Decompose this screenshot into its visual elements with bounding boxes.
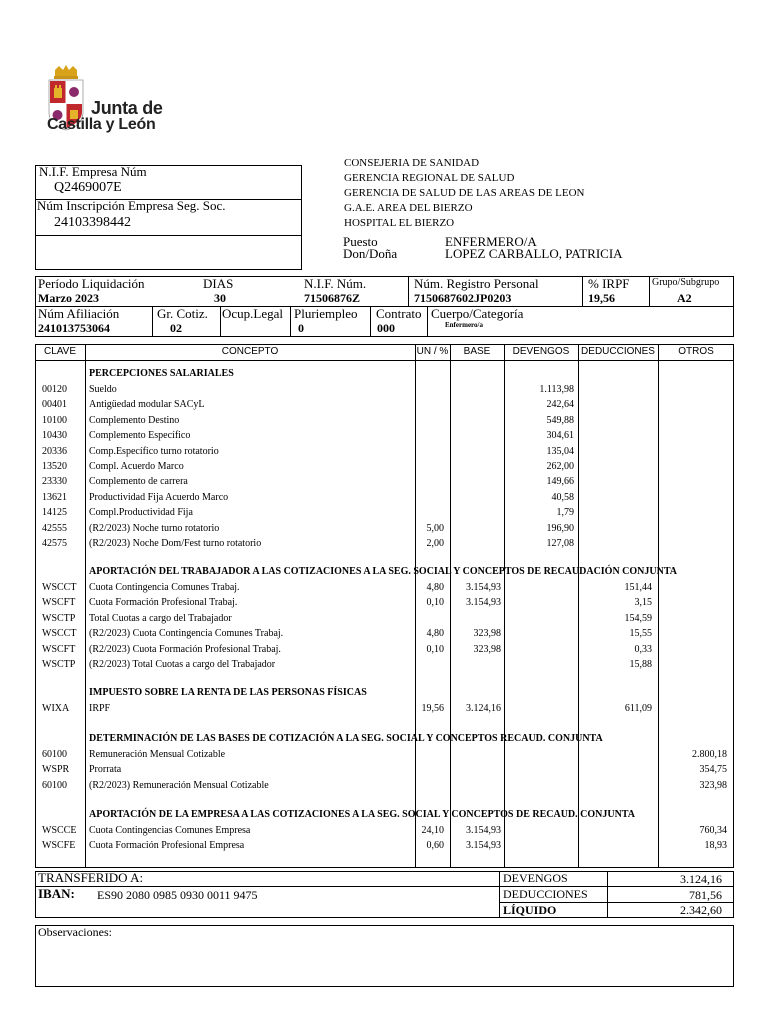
grcotiz-label: Gr. Cotiz. [157,306,208,321]
cell-otros: 18,93 [704,840,727,852]
table-row [37,521,734,536]
registro-label: Núm. Registro Personal [414,276,539,291]
cell-ded: 3,15 [634,597,652,609]
cell-base: 3.154,93 [466,597,501,609]
col-base: BASE [463,346,491,357]
org-line-1: CONSEJERIA DE SANIDAD [344,157,480,169]
table-row [37,459,734,474]
table-row [37,657,734,672]
cell-un: 24,10 [421,825,444,836]
cell-ded: 151,44 [624,582,652,593]
cell-concepto: Sueldo [89,384,117,395]
table-row [37,823,734,838]
table-row [37,397,734,412]
cell-clave: 10430 [42,430,67,442]
cell-clave: WSCFT [42,597,76,609]
cell-concepto: Complemento Específico [89,430,191,442]
afiliacion-label: Núm Afiliación [38,306,120,321]
cell-concepto: (R2/2023) Remuneración Mensual Cotizable [89,779,269,791]
cell-base: 323,98 [473,628,501,640]
cell-clave: 42555 [42,522,67,534]
deducciones-label: DEDUCCIONES [503,887,588,901]
observaciones-box [35,925,734,987]
cell-concepto: Total Cuotas a cargo del Trabajador [89,612,232,624]
cell-dev: 1.113,98 [539,384,574,395]
irpf-label: % IRPF [588,276,630,291]
cell-clave: 14125 [42,507,67,519]
contrato-label: Contrato [376,306,422,321]
cell-dev: 242,64 [546,399,574,411]
dias-label: DIAS [203,276,234,291]
devengos-label: DEVENGOS [503,871,568,885]
cell-clave: WSCTP [42,659,76,670]
grupo-value: A2 [677,291,692,305]
col-devengos: DEVENGOS [512,346,570,357]
cell-base: 3.124,16 [466,703,501,714]
cell-otros: 354,75 [699,764,727,776]
pluri-label: Pluriempleo [294,306,358,321]
cell-concepto: Cuota Contingencias Comunes Empresa [89,825,251,836]
table-row [37,626,734,641]
iban-value: ES90 2080 0985 0930 0011 9475 [97,888,258,902]
cell-clave: 10100 [42,414,67,426]
cell-un: 19,56 [421,703,444,714]
cell-ded: 15,88 [629,659,652,670]
contrato-value: 000 [377,321,395,335]
col-clave: CLAVE [43,346,77,357]
deducciones-total: 781,56 [689,888,722,902]
table-row [37,505,734,520]
table-row [37,611,734,626]
nif-label: N.I.F. Núm. [304,276,367,291]
irpf-value: 19,56 [588,291,615,305]
devengos-total: 3.124,16 [680,872,722,886]
cuerpo-value: Enfermero/a [445,321,483,329]
cell-base: 3.154,93 [466,840,501,852]
section-title-aportacion-empresa: APORTACIÓN DE LA EMPRESA A LAS COTIZACIONES A LA SEG. SOCIAL Y CONCEPTOS DE RECAUD. CONJUNTA [89,809,635,820]
col-un: UN / % [416,346,449,357]
table-row [37,747,734,762]
cell-base: 3.154,93 [466,825,501,836]
cell-clave: WSPR [42,764,70,776]
cell-concepto: (R2/2023) Cuota Formación Profesional Trabaj. [89,643,281,655]
table-row [37,444,734,459]
cell-concepto: Compl.Productividad Fija [89,507,193,519]
table-row [37,778,734,793]
pluri-value: 0 [298,321,304,335]
company-nif-label: N.I.F. Empresa Núm [39,164,147,179]
puesto-label: Puesto [343,234,378,249]
table-row [37,595,734,610]
don-value: LOPEZ CARBALLO, PATRICIA [445,246,623,261]
cell-clave: 00401 [42,399,67,411]
cell-clave: 00120 [42,384,67,395]
cell-concepto: Antigüedad modular SACyL [89,399,205,411]
cell-un: 0,10 [426,643,444,655]
logo-text-line1: Junta de [91,98,163,118]
cell-concepto: (R2/2023) Noche Dom/Fest turno rotatorio [89,538,262,549]
cell-base: 323,98 [473,643,501,655]
cell-concepto: Compl. Acuerdo Marco [89,461,184,472]
ocup-label: Ocup.Legal [222,306,284,321]
logo [37,62,167,137]
cell-clave: 60100 [42,779,67,791]
logo-text-line2: Castilla y León [47,116,156,133]
cell-clave: WSCCT [42,582,77,593]
periodo-label: Período Liquidación [38,276,145,291]
table-row [37,580,734,595]
cell-concepto: Comp.Específico turno rotatorio [89,445,219,457]
cell-clave: 23330 [42,476,67,488]
cell-concepto: Prorrata [89,764,122,776]
iban-label: IBAN: [38,886,75,901]
don-label: Don/Doña [343,246,398,261]
cell-clave: 20336 [42,445,67,457]
cell-un: 2,00 [426,538,444,549]
cell-concepto: IRPF [89,703,111,714]
table-row [37,838,734,853]
cell-dev: 1,79 [556,507,574,519]
cell-clave: WIXA [42,703,70,714]
cell-concepto: (R2/2023) Noche turno rotatorio [89,522,220,534]
cell-dev: 127,08 [546,538,574,549]
dias-value: 30 [214,291,226,305]
section-title-percepciones: PERCEPCIONES SALARIALES [89,368,234,379]
cell-clave: 13520 [42,461,67,472]
cell-concepto: Complemento de carrera [89,476,188,488]
liquido-label: LÍQUIDO [503,903,557,917]
section-title-irpf: IMPUESTO SOBRE LA RENTA DE LAS PERSONAS FÍSICAS [89,687,367,698]
cell-dev: 262,00 [546,461,574,472]
cell-clave: WSCCE [42,825,77,836]
nif-value: 71506876Z [304,291,361,305]
cell-dev: 549,88 [546,414,574,426]
cell-concepto: Complemento Destino [89,414,180,426]
cell-concepto: Cuota Formación Profesional Empresa [89,840,245,852]
registro-value: 7150687602JP0203 [414,291,512,305]
org-line-5: HOSPITAL EL BIERZO [344,217,455,229]
cell-un: 0,10 [426,597,444,609]
cell-concepto: Cuota Contingencia Comunes Trabaj. [89,582,240,593]
col-deducciones: DEDUCCIONES [581,346,655,357]
cell-dev: 40,58 [551,491,574,503]
org-line-4: G.A.E. AREA DEL BIERZO [344,202,473,214]
company-insc: 24103398442 [54,215,131,230]
table-row [37,762,734,777]
table-row [37,642,734,657]
cell-otros: 760,34 [699,825,727,836]
table-row [37,413,734,428]
cell-concepto: (R2/2023) Total Cuotas a cargo del Trabajador [89,659,276,670]
cell-clave: WSCFE [42,840,76,852]
cell-clave: 60100 [42,749,67,760]
cell-base: 3.154,93 [466,582,501,593]
section-title-aportacion-trabajador: APORTACIÓN DEL TRABAJADOR A LAS COTIZACIONES A LA SEG. SOCIAL Y CONCEPTOS DE RECAUDACIÓN CONJUNTA [89,566,677,577]
table-row [37,428,734,443]
grupo-label: Grupo/Subgrupo [652,277,720,288]
cell-clave: 13621 [42,491,67,503]
col-otros: OTROS [678,346,714,357]
table-row [37,701,734,716]
cell-un: 4,80 [426,582,444,593]
cell-un: 5,00 [426,522,444,534]
table-row [37,490,734,505]
cell-concepto: (R2/2023) Cuota Contingencia Comunes Trabaj. [89,628,284,640]
cell-clave: WSCTP [42,612,76,624]
company-nif: Q2469007E [54,180,122,195]
transferido-label: TRANSFERIDO A: [38,870,144,885]
puesto-value: ENFERMERO/A [445,234,537,249]
grcotiz-value: 02 [170,321,182,335]
cuerpo-label: Cuerpo/Categoría [431,306,524,321]
org-line-3: GERENCIA DE SALUD DE LAS AREAS DE LEON [344,187,585,199]
afiliacion-value: 241013753064 [38,321,110,335]
cell-concepto: Remuneración Mensual Cotizable [89,749,226,760]
cell-concepto: Productividad Fija Acuerdo Marco [89,491,229,503]
cell-clave: 42575 [42,538,67,549]
table-row [37,536,734,551]
cell-otros: 2.800,18 [692,749,727,760]
cell-ded: 154,59 [624,612,652,624]
cell-un: 4,80 [426,628,444,640]
cell-concepto: Cuota Formación Profesional Trabaj. [89,597,238,609]
cell-clave: WSCFT [42,643,76,655]
cell-clave: WSCCT [42,628,77,640]
periodo-value: Marzo 2023 [38,291,99,305]
cell-ded: 611,09 [624,703,652,714]
cell-otros: 323,98 [699,779,727,791]
cell-ded: 0,33 [634,643,652,655]
observaciones-label: Observaciones: [38,925,112,939]
table-row [37,474,734,489]
cell-ded: 15,55 [629,628,652,640]
cell-un: 0,60 [426,840,444,852]
section-title-bases: DETERMINACIÓN DE LAS BASES DE COTIZACIÓN A LA SEG. SOCIAL Y CONCEPTOS RECAUD. CONJUNTA [89,733,603,744]
org-line-2: GERENCIA REGIONAL DE SALUD [344,172,515,184]
company-insc-label: Núm Inscripción Empresa Seg. Soc. [37,198,226,213]
cell-dev: 135,04 [546,445,574,457]
cell-dev: 149,66 [546,476,574,488]
cell-dev: 304,61 [546,430,574,442]
cell-dev: 196,90 [546,522,574,534]
table-row [37,382,734,397]
col-concepto: CONCEPTO [221,346,279,357]
liquido-total: 2.342,60 [680,903,722,917]
